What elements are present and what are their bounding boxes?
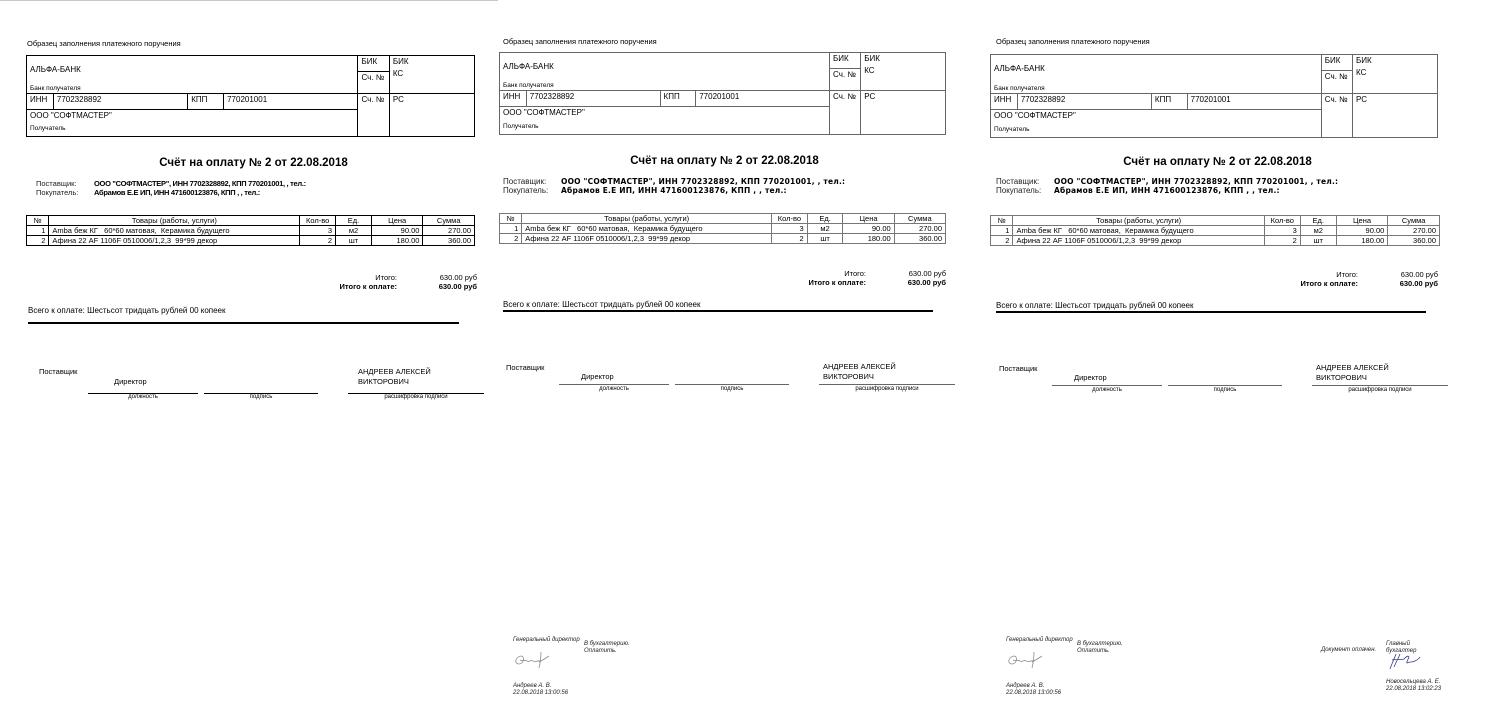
supplier-value: ООО "СОФТМАСТЕР", ИНН 7702328892, КПП 770201001, , тел.: (1054, 177, 1339, 186)
col-header: Сумма (1388, 216, 1440, 226)
col-header: Товары (работы, услуги) (1013, 216, 1264, 226)
bank-details-table (26, 55, 475, 137)
bik-label: БИК (830, 53, 861, 69)
cell-num: 2 (500, 234, 522, 244)
cell-unit: м2 (1300, 226, 1336, 236)
inn-label: ИНН (27, 93, 54, 109)
col-header: № (27, 216, 49, 226)
col-header: Цена (843, 214, 894, 224)
buyer-value: Абрамов Е.Е ИП, ИНН 471600123876, КПП , , тел.: (561, 186, 787, 195)
total-value: 630.00 руб (1400, 270, 1438, 279)
invoice-page-3 (990, 0, 1442, 710)
items-header-row (27, 216, 475, 226)
total-pay-value: 630.00 руб (438, 282, 477, 291)
parties-block (996, 177, 1338, 195)
inn-value: 7702328892 (53, 93, 187, 109)
bik-label: БИК (1321, 55, 1352, 71)
caption-signature: подпись (720, 386, 744, 392)
acc2-label: Сч. № (830, 91, 861, 135)
kpp-value: 770201001 (1187, 93, 1321, 109)
cell-qty: 2 (772, 234, 808, 244)
acc2-value: РС (389, 93, 474, 136)
col-header: Товары (работы, услуги) (49, 216, 300, 226)
total-label: Итого: (1336, 270, 1358, 279)
cell-num: 1 (991, 226, 1013, 236)
cell-unit: м2 (336, 226, 372, 236)
acc-label: Сч. № (830, 68, 861, 90)
post-line (1052, 385, 1162, 386)
cell-num: 1 (27, 226, 49, 236)
buyer-label: Покупатель: (36, 188, 79, 197)
bik-values: БИК КС (861, 53, 946, 91)
cell-price: 180.00 (1336, 236, 1388, 246)
buyer-label: Покупатель: (996, 186, 1042, 195)
bank-caption: Банк получателя (500, 78, 830, 91)
table-row (27, 226, 475, 236)
acc2-value: РС (1353, 93, 1438, 137)
invoice-title: Счёт на оплату № 2 от 22.08.2018 (630, 155, 819, 167)
col-header: Сумма (894, 214, 945, 224)
cell-qty: 2 (300, 236, 336, 246)
cell-item: Афина 22 AF 1106F 0510006/1,2,3 99*99 декор (49, 236, 300, 246)
col-header: Кол-во (772, 214, 808, 224)
payment-sample-title: Образец заполнения платежного поручения (503, 37, 657, 46)
bik-values: БИК КС (389, 56, 474, 94)
recipient-caption: Получатель (991, 125, 1322, 138)
table-row (991, 226, 1440, 236)
table-row (500, 234, 946, 244)
cell-sum: 360.00 (1388, 236, 1440, 246)
cell-num: 2 (27, 236, 49, 246)
caption-post: должность (1092, 387, 1122, 393)
cell-sum: 270.00 (423, 226, 475, 236)
acc-label: Сч. № (1321, 71, 1352, 94)
caption-post: должность (128, 394, 158, 400)
col-header: Товары (работы, услуги) (522, 214, 772, 224)
cell-qty: 3 (1264, 226, 1300, 236)
sign-post: Директор (114, 377, 147, 386)
items-table (499, 213, 946, 244)
recipient-name: ООО "СОФТМАСТЕР" (500, 107, 830, 122)
totals-block (1268, 270, 1438, 288)
accountant-stamp-title: Главный бухгалтер (1386, 641, 1417, 654)
cell-item: Amba беж КГ 60*60 матовая, Керамика будущего (49, 226, 300, 236)
cell-sum: 270.00 (1388, 226, 1440, 236)
cell-unit: м2 (807, 224, 843, 234)
acc-label: Сч. № (358, 71, 389, 93)
signature-line (1168, 385, 1282, 386)
bik-values: БИК КС (1353, 55, 1438, 94)
invoice-page-1 (26, 0, 481, 710)
signature-line (675, 384, 789, 385)
total-pay-label: Итого к оплате: (808, 278, 866, 287)
payment-sample-title: Образец заполнения платежного поручения (27, 39, 181, 48)
bank-details-table (499, 52, 946, 135)
director-resolution: В бухгалтерию. Оплатить. (1077, 641, 1123, 654)
recipient-name: ООО "СОФТМАСТЕР" (27, 109, 358, 124)
col-header: № (500, 214, 522, 224)
caption-name: расшифровка подписи (384, 394, 448, 400)
sign-post: Директор (581, 372, 614, 381)
col-header: Ед. (807, 214, 843, 224)
col-header: № (991, 216, 1013, 226)
cell-qty: 2 (1264, 236, 1300, 246)
sign-who: Поставщик (506, 363, 545, 372)
cell-unit: шт (336, 236, 372, 246)
divider (503, 310, 933, 312)
items-header-row (991, 216, 1440, 226)
sign-who: Поставщик (999, 364, 1038, 373)
parties-block (36, 179, 306, 197)
cell-qty: 3 (300, 226, 336, 236)
total-pay-value: 630.00 руб (907, 278, 946, 287)
accountant-stamp-signer: Новосельцева А. Е. 22.08.2018 13:02:23 (1386, 679, 1442, 692)
kpp-value: 770201001 (224, 93, 358, 109)
director-resolution: В бухгалтерию. Оплатить. (584, 641, 630, 654)
invoice-page-2 (497, 0, 952, 710)
totals-block (307, 273, 477, 291)
supplier-value: ООО "СОФТМАСТЕР", ИНН 7702328892, КПП 770201001, , тел.: (561, 177, 846, 186)
buyer-value: Абрамов Е.Е ИП, ИНН 471600123876, КПП , , тел.: (1054, 186, 1280, 195)
signature-block (990, 362, 1450, 402)
sign-name: АНДРЕЕВ АЛЕКСЕЙ ВИКТОРОВИЧ (823, 362, 896, 381)
payment-sample-title: Образец заполнения платежного поручения (996, 37, 1150, 46)
kpp-label: КПП (188, 93, 224, 109)
supplier-label: Поставщик: (36, 179, 77, 188)
col-header: Ед. (336, 216, 372, 226)
name-line (819, 384, 955, 385)
total-label: Итого: (844, 269, 866, 278)
acc2-label: Сч. № (1321, 93, 1352, 137)
cell-price: 90.00 (1336, 226, 1388, 236)
acc2-value: РС (861, 91, 946, 135)
sign-post: Директор (1074, 373, 1107, 382)
caption-name: расшифровка подписи (855, 386, 919, 392)
cell-price: 90.00 (371, 226, 423, 236)
recipient-caption: Получатель (500, 122, 830, 135)
totals-block (776, 269, 946, 287)
director-signature-icon (513, 648, 553, 670)
bank-caption: Банк получателя (991, 81, 1322, 94)
post-line (559, 384, 669, 385)
invoice-title: Счёт на оплату № 2 от 22.08.2018 (159, 157, 348, 169)
items-header-row (500, 214, 946, 224)
supplier-value: ООО "СОФТМАСТЕР", ИНН 7702328892, КПП 770201001, , тел.: (94, 179, 306, 188)
cell-unit: шт (1300, 236, 1336, 246)
director-stamp-title: Генеральный директор (1006, 637, 1073, 643)
total-value: 630.00 руб (908, 269, 946, 278)
caption-signature: подпись (1213, 387, 1237, 393)
signature-block (497, 361, 957, 401)
divider (28, 322, 459, 324)
cell-item: Афина 22 AF 1106F 0510006/1,2,3 99*99 декор (522, 234, 772, 244)
director-stamp-signer: Андреев А. В. 22.08.2018 13:00:56 (513, 683, 569, 696)
supplier-label: Поставщик: (503, 177, 547, 186)
invoice-title: Счёт на оплату № 2 от 22.08.2018 (1123, 156, 1312, 168)
buyer-value: Абрамов Е.Е ИП, ИНН 471600123876, КПП , , тел.: (94, 188, 260, 197)
director-stamp-signer: Андреев А. В. 22.08.2018 13:00:56 (1006, 683, 1062, 696)
name-line (1312, 385, 1448, 386)
director-stamp-title: Генеральный директор (513, 637, 580, 643)
inn-label: ИНН (500, 91, 527, 107)
director-signature-icon (1006, 648, 1046, 670)
accountant-signature-icon (1386, 651, 1426, 671)
col-header: Кол-во (300, 216, 336, 226)
total-pay-label: Итого к оплате: (339, 282, 397, 291)
signature-block (26, 366, 486, 406)
items-table (26, 215, 475, 246)
cell-price: 180.00 (843, 234, 894, 244)
caption-signature: подпись (249, 394, 273, 400)
cell-item: Amba беж КГ 60*60 матовая, Керамика будущего (1013, 226, 1264, 236)
divider (996, 311, 1426, 313)
col-header: Цена (371, 216, 423, 226)
kpp-label: КПП (1151, 93, 1187, 109)
total-pay-label: Итого к оплате: (1300, 279, 1358, 288)
col-header: Ед. (1300, 216, 1336, 226)
recipient-name: ООО "СОФТМАСТЕР" (991, 109, 1322, 124)
bank-name: АЛЬФА-БАНК (500, 53, 830, 79)
cell-unit: шт (807, 234, 843, 244)
bank-name: АЛЬФА-БАНК (27, 56, 358, 81)
total-pay-value: 630.00 руб (1399, 279, 1438, 288)
cell-num: 1 (500, 224, 522, 234)
caption-name: расшифровка подписи (1348, 387, 1412, 393)
table-row (27, 236, 475, 246)
bank-caption: Банк получателя (27, 81, 358, 93)
kpp-value: 770201001 (696, 91, 830, 107)
cell-num: 2 (991, 236, 1013, 246)
col-header: Кол-во (1264, 216, 1300, 226)
bank-name: АЛЬФА-БАНК (991, 55, 1322, 81)
buyer-label: Покупатель: (503, 186, 549, 195)
recipient-caption: Получатель (27, 124, 358, 136)
total-in-words: Всего к оплате: Шестьсот тридцать рублей 00 копеек (996, 301, 1194, 310)
cell-sum: 270.00 (894, 224, 945, 234)
bik-label: БИК (358, 56, 389, 72)
col-header: Сумма (423, 216, 475, 226)
sign-name: АНДРЕЕВ АЛЕКСЕЙ ВИКТОРОВИЧ (1316, 363, 1389, 382)
sign-who: Поставщик (39, 367, 78, 376)
cell-sum: 360.00 (894, 234, 945, 244)
sign-name: АНДРЕЕВ АЛЕКСЕЙ ВИКТОРОВИЧ (358, 367, 431, 386)
table-row (991, 236, 1440, 246)
total-value: 630.00 руб (439, 273, 477, 282)
inn-value: 7702328892 (1017, 93, 1151, 109)
kpp-label: КПП (660, 91, 696, 107)
parties-block (503, 177, 845, 195)
table-row (500, 224, 946, 234)
inn-label: ИНН (991, 93, 1018, 109)
inn-value: 7702328892 (526, 91, 660, 107)
cell-qty: 3 (772, 224, 808, 234)
cell-sum: 360.00 (423, 236, 475, 246)
total-in-words: Всего к оплате: Шестьсот тридцать рублей 00 копеек (28, 306, 226, 315)
acc2-label: Сч. № (358, 93, 389, 136)
cell-price: 90.00 (843, 224, 894, 234)
total-label: Итого: (375, 273, 397, 282)
supplier-label: Поставщик: (996, 177, 1040, 186)
total-in-words: Всего к оплате: Шестьсот тридцать рублей 00 копеек (503, 300, 701, 309)
cell-item: Amba беж КГ 60*60 матовая, Керамика будущего (522, 224, 772, 234)
items-table (990, 215, 1440, 246)
cell-price: 180.00 (371, 236, 423, 246)
accountant-note: Документ оплачен. (1321, 647, 1377, 653)
cell-item: Афина 22 AF 1106F 0510006/1,2,3 99*99 декор (1013, 236, 1264, 246)
col-header: Цена (1336, 216, 1388, 226)
bank-details-table (990, 54, 1438, 138)
caption-post: должность (599, 386, 629, 392)
